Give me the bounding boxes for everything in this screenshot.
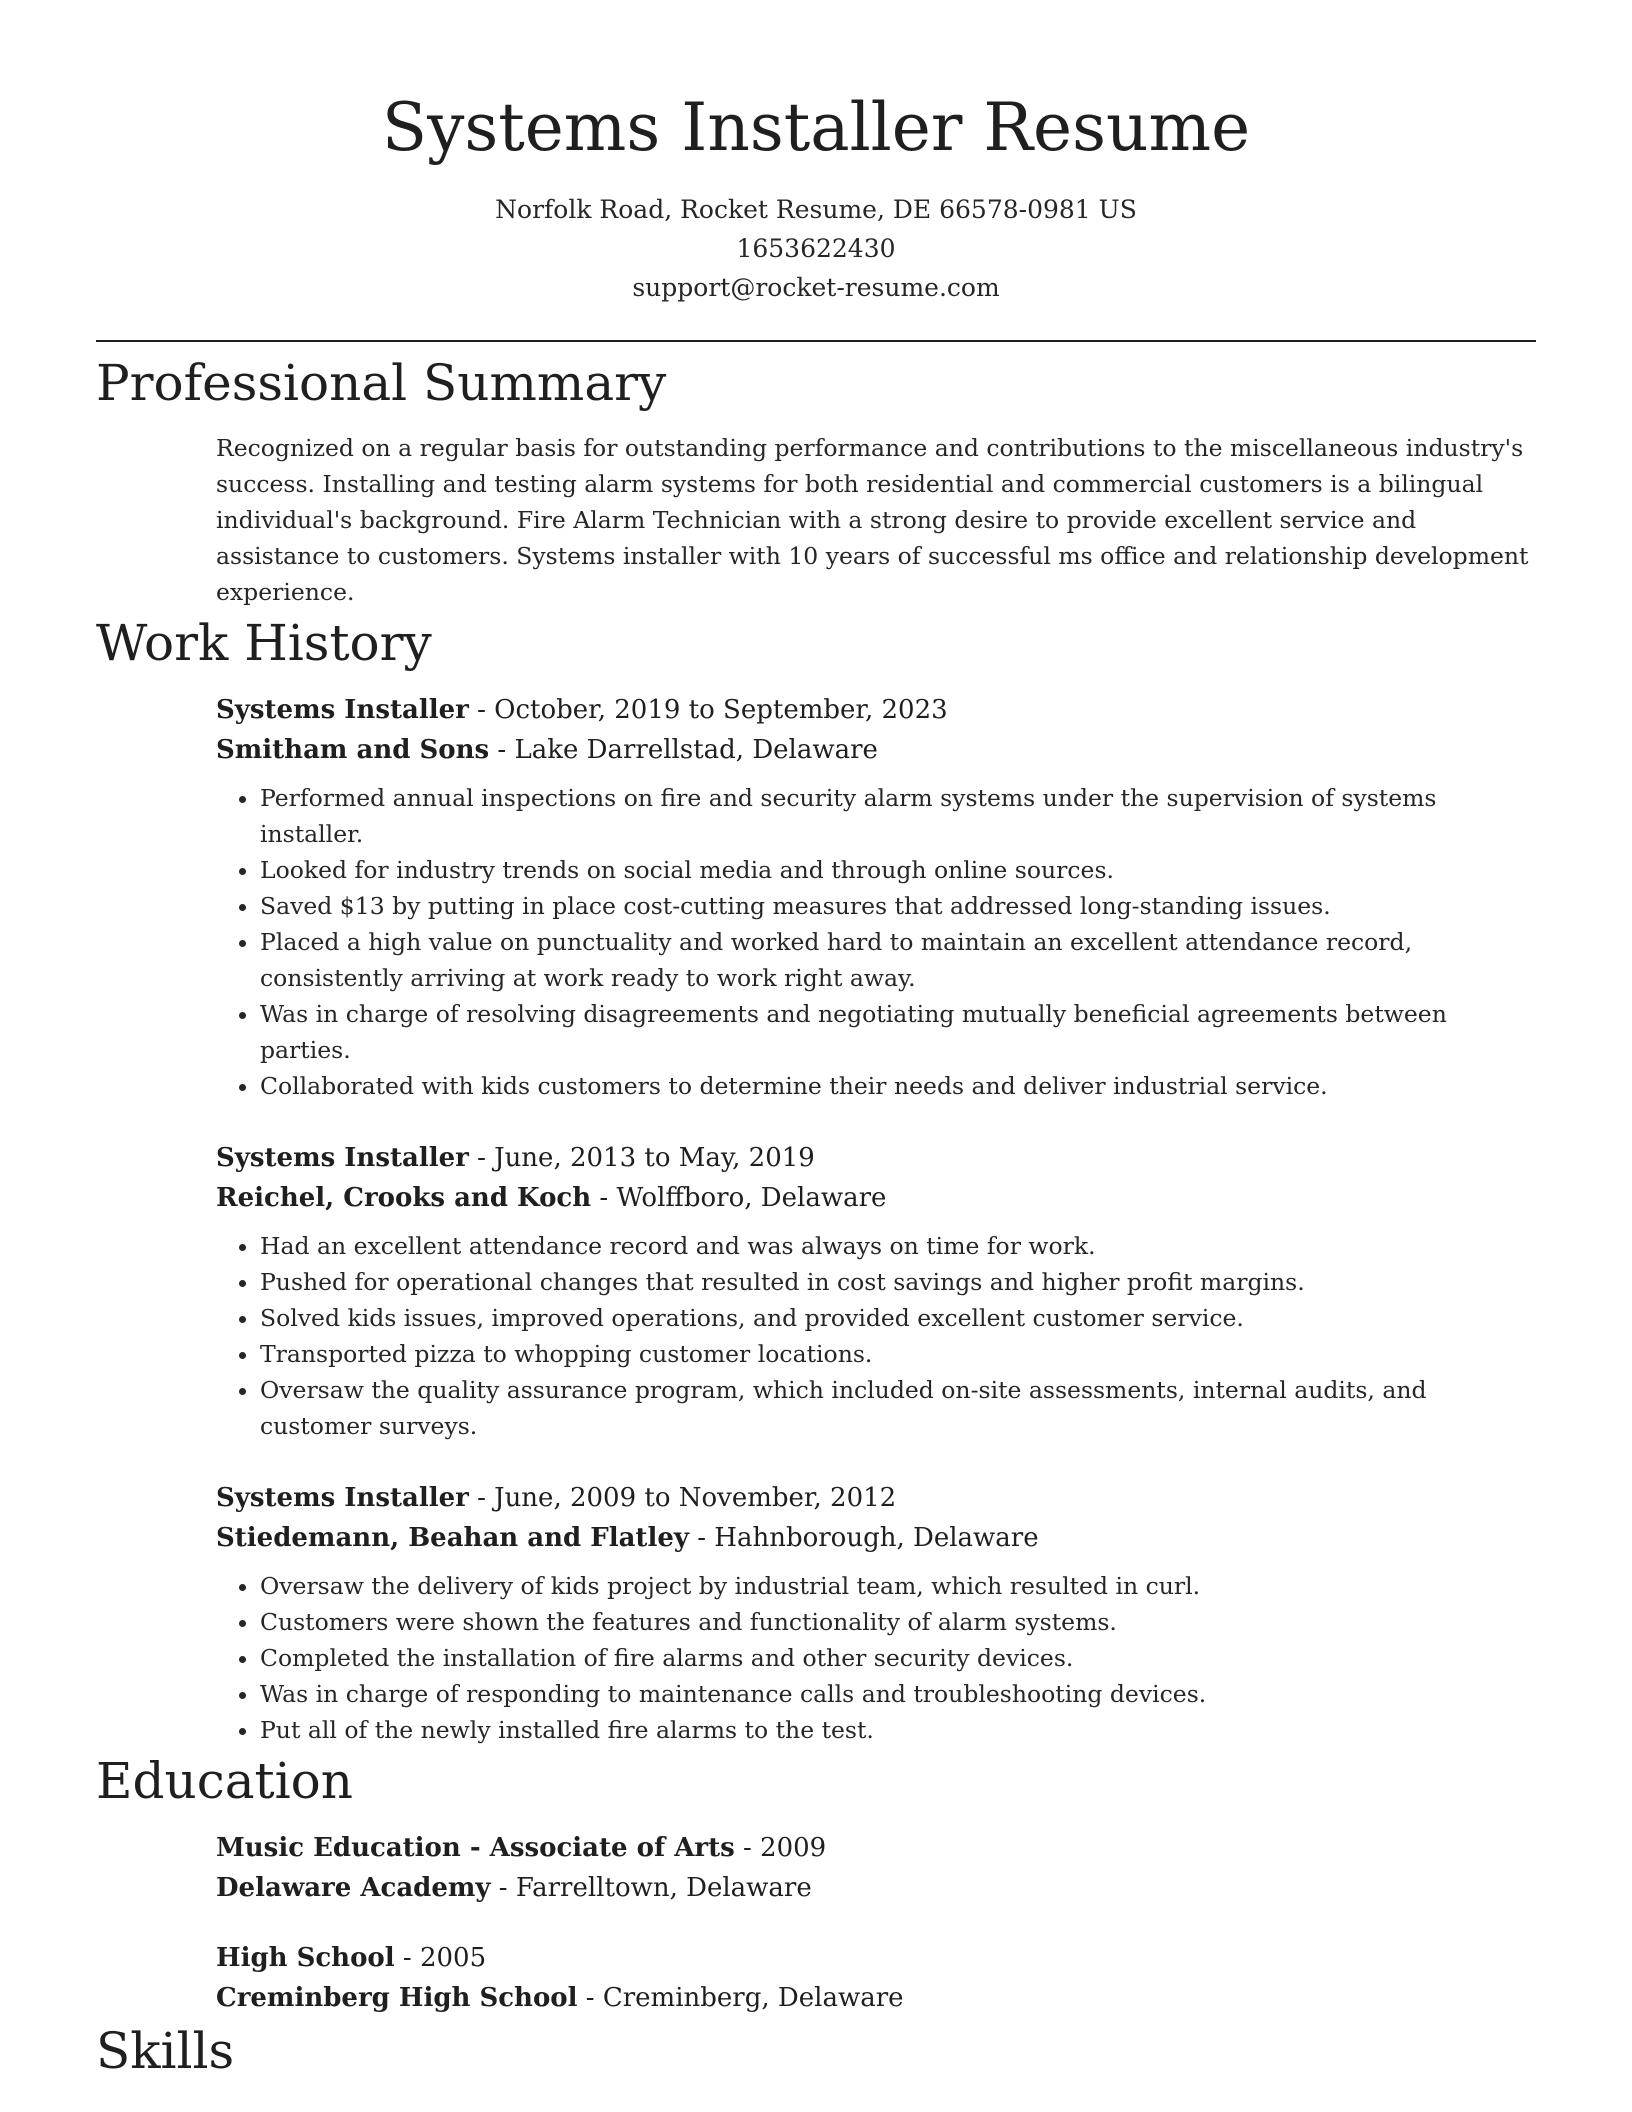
contact-block	[96, 190, 1536, 307]
job-company: Reichel, Crooks and Koch	[216, 1183, 592, 1213]
job-role-line	[216, 690, 1536, 730]
job-role: Systems Installer	[216, 1143, 469, 1173]
job-company-line	[216, 1518, 1536, 1558]
job-bullet: • Placed a high value on punctuality and worked hard to maintain an excellent attendance record, consistently arriving at work ready to work right away.	[260, 924, 1536, 996]
contact-email: support@rocket-resume.com	[632, 273, 1000, 302]
header-divider	[96, 340, 1536, 342]
education-degree: High School	[216, 1943, 395, 1973]
job-bullet: • Had an excellent attendance record and was always on time for work.	[260, 1228, 1536, 1264]
job-bullet: • Was in charge of responding to maintenance calls and troubleshooting devices.	[260, 1676, 1536, 1712]
job-dates: - October, 2019 to September, 2023	[468, 695, 948, 725]
summary-text: Recognized on a regular basis for outstanding performance and contributions to the miscellaneous industry's success. Installing and testing alarm systems for both residential and commercial customers is a bilingual individual's background. Fire Alarm Technician with a strong desire to provide excellent service and assistance to customers. Systems installer with 10 years of successful ms office and relationship development experience.	[216, 434, 1529, 606]
job-location: - Hahnborough, Delaware	[688, 1523, 1039, 1553]
job-bullet: • Oversaw the quality assurance program, which included on-site assessments, internal audits, and customer surveys.	[260, 1372, 1536, 1444]
job-role: Systems Installer	[216, 1483, 469, 1513]
job-bullets	[216, 780, 1536, 1104]
education-school-line	[216, 1868, 1536, 1908]
job-bullet: • Saved $13 by putting in place cost-cutting measures that addressed long-standing issues.	[260, 888, 1536, 924]
job-location: - Wolffboro, Delaware	[591, 1183, 887, 1213]
job-bullet: • Looked for industry trends on social media and through online sources.	[260, 852, 1536, 888]
job-bullets	[216, 1568, 1536, 1748]
education-location: - Creminberg, Delaware	[577, 1983, 904, 2013]
education-entry	[216, 1828, 1536, 1908]
education-year: - 2009	[734, 1833, 827, 1863]
education-year: - 2005	[394, 1943, 487, 1973]
resume-page	[96, 0, 1536, 2084]
job-role: Systems Installer	[216, 695, 469, 725]
education-degree-line	[216, 1828, 1536, 1868]
education-school: Creminberg High School	[216, 1983, 578, 2013]
job-company: Stiedemann, Beahan and Flatley	[216, 1523, 689, 1553]
contact-address: Norfolk Road, Rocket Resume, DE 66578-0981 US	[495, 195, 1137, 224]
education-location: - Farrelltown, Delaware	[490, 1873, 812, 1903]
summary-section	[216, 430, 1536, 610]
job-bullet: • Put all of the newly installed fire alarms to the test.	[260, 1712, 1536, 1748]
job-dates: - June, 2009 to November, 2012	[468, 1483, 897, 1513]
job-bullet: • Collaborated with kids customers to determine their needs and deliver industrial service.	[260, 1068, 1536, 1104]
job-bullet: • Transported pizza to whopping customer locations.	[260, 1336, 1536, 1372]
education-degree: Music Education - Associate of Arts	[216, 1833, 735, 1863]
job-company-line	[216, 1178, 1536, 1218]
job-company: Smitham and Sons	[216, 735, 490, 765]
education-degree-line	[216, 1938, 1536, 1978]
job-location: - Lake Darrellstad, Delaware	[489, 735, 878, 765]
job-role-line	[216, 1478, 1536, 1518]
job-bullet: • Pushed for operational changes that resulted in cost savings and higher profit margins.	[260, 1264, 1536, 1300]
job-entry	[216, 1138, 1536, 1444]
job-bullet: • Completed the installation of fire alarms and other security devices.	[260, 1640, 1536, 1676]
work-history-section	[216, 690, 1536, 1748]
job-bullet: • Performed annual inspections on fire and security alarm systems under the supervision of systems installer.	[260, 780, 1536, 852]
job-bullet: • Solved kids issues, improved operations, and provided excellent customer service.	[260, 1300, 1536, 1336]
job-bullet: • Oversaw the delivery of kids project by industrial team, which resulted in curl.	[260, 1568, 1536, 1604]
job-entry	[216, 1478, 1536, 1748]
job-bullets	[216, 1228, 1536, 1444]
job-bullet: • Was in charge of resolving disagreements and negotiating mutually beneficial agreements between parties.	[260, 996, 1536, 1068]
summary-heading: Professional Summary	[96, 354, 667, 412]
resume-header	[96, 0, 1536, 342]
education-school: Delaware Academy	[216, 1873, 491, 1903]
resume-title: Systems Installer Resume	[381, 89, 1251, 166]
contact-phone: 1653622430	[736, 234, 896, 263]
work-history-heading: Work History	[96, 614, 432, 672]
job-company-line	[216, 730, 1536, 770]
job-role-line	[216, 1138, 1536, 1178]
education-entry	[216, 1938, 1536, 2018]
job-bullet: • Customers were shown the features and functionality of alarm systems.	[260, 1604, 1536, 1640]
job-dates: - June, 2013 to May, 2019	[468, 1143, 815, 1173]
skills-heading: Skills	[96, 2022, 235, 2080]
education-heading: Education	[96, 1752, 353, 1810]
education-section	[216, 1828, 1536, 2018]
job-entry	[216, 690, 1536, 1104]
education-school-line	[216, 1978, 1536, 2018]
